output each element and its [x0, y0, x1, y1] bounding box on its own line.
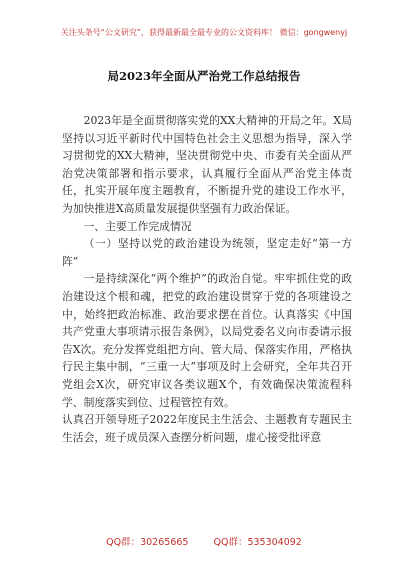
paragraph-intro: 2023年是全面贯彻落实党的XX大精神的开局之年。X局坚持以习近平新时代中国特色社会主义思想为指导，深入学习贯彻党的XX大精神，坚决贯彻党中央、市委有关全面从严治党决策部署和指示要求，认真履行全面从严治党主体责任，扎实开展年度主题教育，不断提升党的建设工作水平，为加快推进X高质量发展提供坚强有力政治保证。 [62, 114, 352, 215]
document-title: 局2023年全面从严治党工作总结报告 [107, 69, 301, 83]
qq-group-1: QQ群：30265665 [106, 537, 189, 548]
footer-contacts [0, 534, 408, 548]
paragraph-democratic-life: 认真召开领导班子2022年度民主生活会、主题教育专题民主生活会，班子成员深入查摆分析问题，虚心接受批评意 [62, 413, 352, 444]
document-body [62, 112, 352, 446]
header-banner: 关注头条号“公文研究”，获得最新最全最专业的公文资料库！ 微信：gongwenyj [60, 28, 348, 37]
paragraph-political-awareness: 一是持续深化“两个维护”的政治自觉。牢牢抓住党的政治建设这个根和魂，把党的政治建设贯穿于党的各项建设之中，始终把政治标准、政治要求摆在首位。认真落实《中国共产党重大事项请示报告条例》，以局党委名义向市委请示报告X次。充分发挥党组把方向、管大局、保落实作用，严格执行民主集中制，“三重一大”事项及时上会研究，全年共召开党组会X次，研究审议各类议题X个，有效确保决策流程科学、制度落实到位、过程管控有效。 [62, 272, 352, 409]
section-heading: 一、主要工作完成情况 [83, 219, 192, 233]
qq-group-2: QQ群：535304092 [213, 537, 302, 548]
subsection-heading: （一）坚持以党的政治建设为统领，坚定走好“第一方阵” [62, 237, 352, 268]
